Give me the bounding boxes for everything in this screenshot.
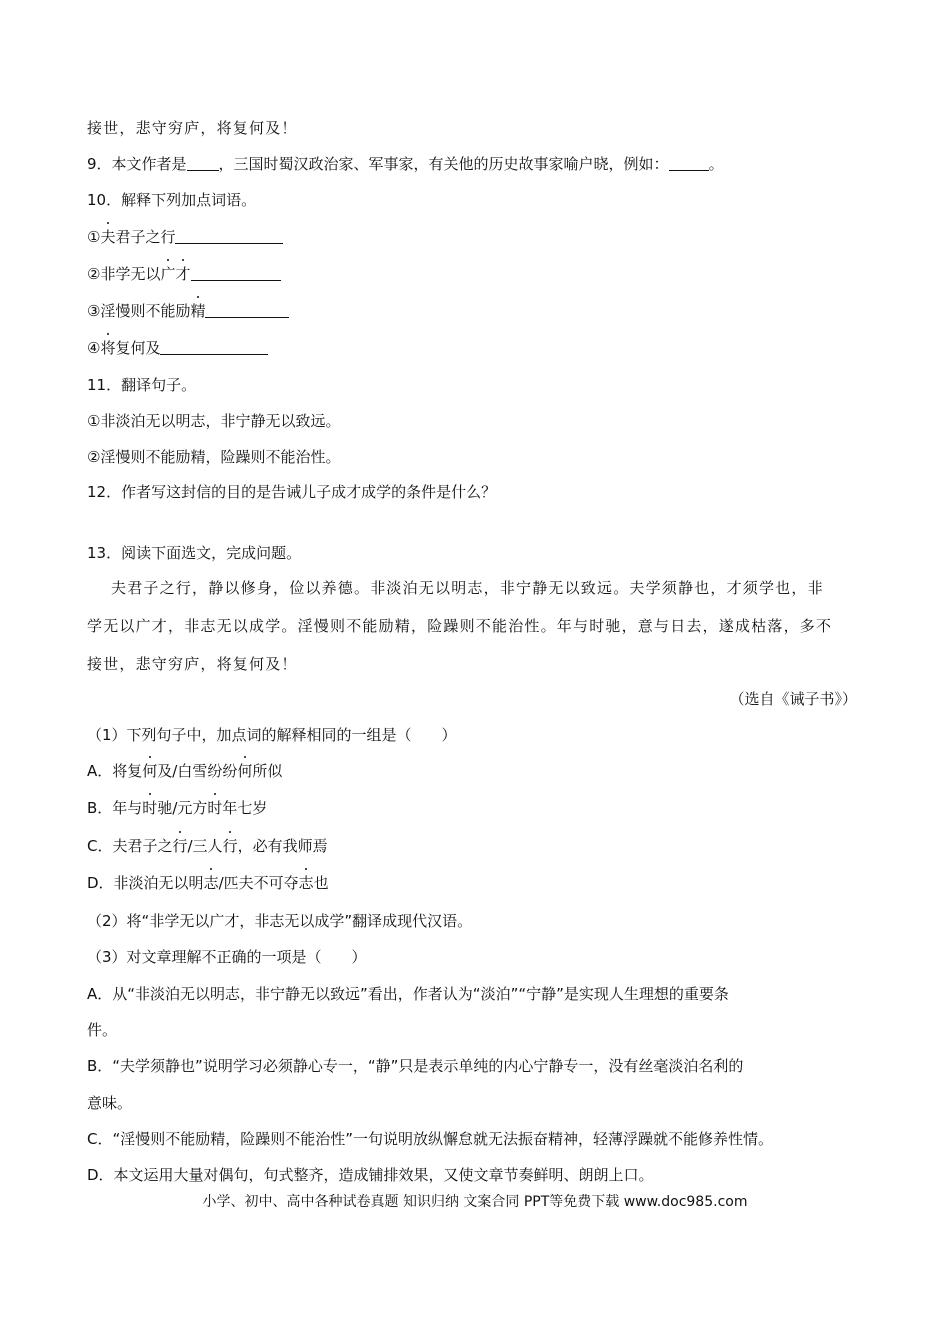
q10-item-2: ②非学无以广才 bbox=[87, 264, 281, 284]
passage-line-1: 夫君子之行，静以修身，俭以养德。非淡泊无以明志，非宁静无以致远。夫学须静也，才须学也，非 bbox=[111, 579, 824, 597]
dotted-char: 行 bbox=[172, 837, 188, 855]
choice-b-line-1[interactable]: B．“夫学须静也”说明学习必须静心专一，“静”只是表示单纯的内心宁静专一，没有丝毫淡泊名利的 bbox=[87, 1057, 744, 1075]
dotted-char: 何 bbox=[142, 762, 158, 780]
answer-blank[interactable] bbox=[191, 265, 281, 281]
dotted-char: 何 bbox=[237, 762, 253, 780]
answer-blank[interactable] bbox=[669, 155, 709, 171]
answer-blank[interactable] bbox=[187, 155, 219, 171]
dotted-char: 精 bbox=[190, 302, 206, 320]
option-c[interactable]: C．夫君子之行/三人行，必有我师焉 bbox=[87, 837, 328, 855]
option-b[interactable]: B．年与时驰/元方时年七岁 bbox=[87, 799, 268, 817]
dotted-char: 时 bbox=[142, 799, 158, 817]
choice-c-line-1[interactable]: C．“淫慢则不能励精，险躁则不能治性”一句说明放纵懈怠就无法振奋精神，轻薄浮躁就不能修养性情。 bbox=[87, 1130, 774, 1148]
answer-blank[interactable] bbox=[175, 228, 283, 244]
option-d[interactable]: D．非淡泊无以明志/匹夫不可夺志也 bbox=[87, 874, 329, 892]
question-12: 12．作者写这封信的目的是告诫儿子成才成学的条件是什么？ bbox=[87, 483, 497, 501]
q10-item-1: ①夫君子之行 bbox=[87, 227, 283, 247]
option-a[interactable]: A．将复何及/白雪纷纷何所似 bbox=[87, 762, 283, 780]
dotted-char: 时 bbox=[207, 799, 223, 817]
q13-sub-3: （3）对文章理解不正确的一项是（ ） bbox=[87, 948, 367, 966]
dotted-char: 才 bbox=[175, 265, 191, 283]
question-10-title: 10．解释下列加点词语。 bbox=[87, 191, 257, 209]
dotted-char: 志 bbox=[298, 874, 314, 892]
dotted-char: 志 bbox=[203, 874, 219, 892]
page-footer: 小学、初中、高中各种试卷真题 知识归纳 文案合同 PPT等免费下载 www.doc985.com bbox=[202, 1194, 748, 1210]
q11-sentence-1: ①非淡泊无以明志，非宁静无以致远。 bbox=[87, 412, 341, 430]
choice-a-line-1[interactable]: A．从“非淡泊无以明志，非宁静无以致远”看出，作者认为“淡泊”“宁静”是实现人生理想的重要条 bbox=[87, 985, 729, 1003]
dotted-char: 将 bbox=[100, 339, 116, 357]
choice-b-line-2: 意味。 bbox=[87, 1094, 133, 1112]
q10-item-4: ④将复何及 bbox=[87, 338, 268, 358]
choice-a-line-2: 件。 bbox=[87, 1021, 118, 1039]
answer-blank[interactable] bbox=[205, 302, 289, 318]
dotted-char: 行 bbox=[222, 837, 238, 855]
q11-sentence-2: ②淫慢则不能励精，险躁则不能治性。 bbox=[87, 448, 341, 466]
passage-line-3: 接世，悲守穷庐，将复何及！ bbox=[87, 655, 298, 673]
q10-item-3: ③淫慢则不能励精 bbox=[87, 301, 289, 321]
choice-d-line-1[interactable]: D．本文运用大量对偶句，句式整齐，造成铺排效果，又使文章节奏鲜明、朗朗上口。 bbox=[87, 1166, 654, 1184]
passage-tail: 接世，悲守穷庐，将复何及！ bbox=[87, 119, 298, 137]
question-13-title: 13．阅读下面选文，完成问题。 bbox=[87, 544, 302, 562]
question-9: 9．本文作者是 ，三国时蜀汉政治家、军事家，有关他的历史故事家喻户晓，例如： 。 bbox=[87, 155, 724, 173]
dotted-char: 夫 bbox=[100, 228, 116, 246]
answer-blank[interactable] bbox=[160, 339, 268, 355]
q13-sub-2: （2）将“非学无以广才，非志无以成学”翻译成现代汉语。 bbox=[87, 912, 473, 930]
question-11-title: 11．翻译句子。 bbox=[87, 376, 197, 394]
q13-sub-1: （1）下列句子中，加点词的解释相同的一组是（ ） bbox=[87, 726, 457, 744]
dotted-char: 广 bbox=[160, 265, 176, 283]
passage-source: （选自《诫子书》） bbox=[729, 690, 857, 708]
passage-line-2: 学无以广才，非志无以成学。淫慢则不能励精，险躁则不能治性。年与时驰，意与日去，遂成枯落，多不 bbox=[87, 617, 833, 635]
